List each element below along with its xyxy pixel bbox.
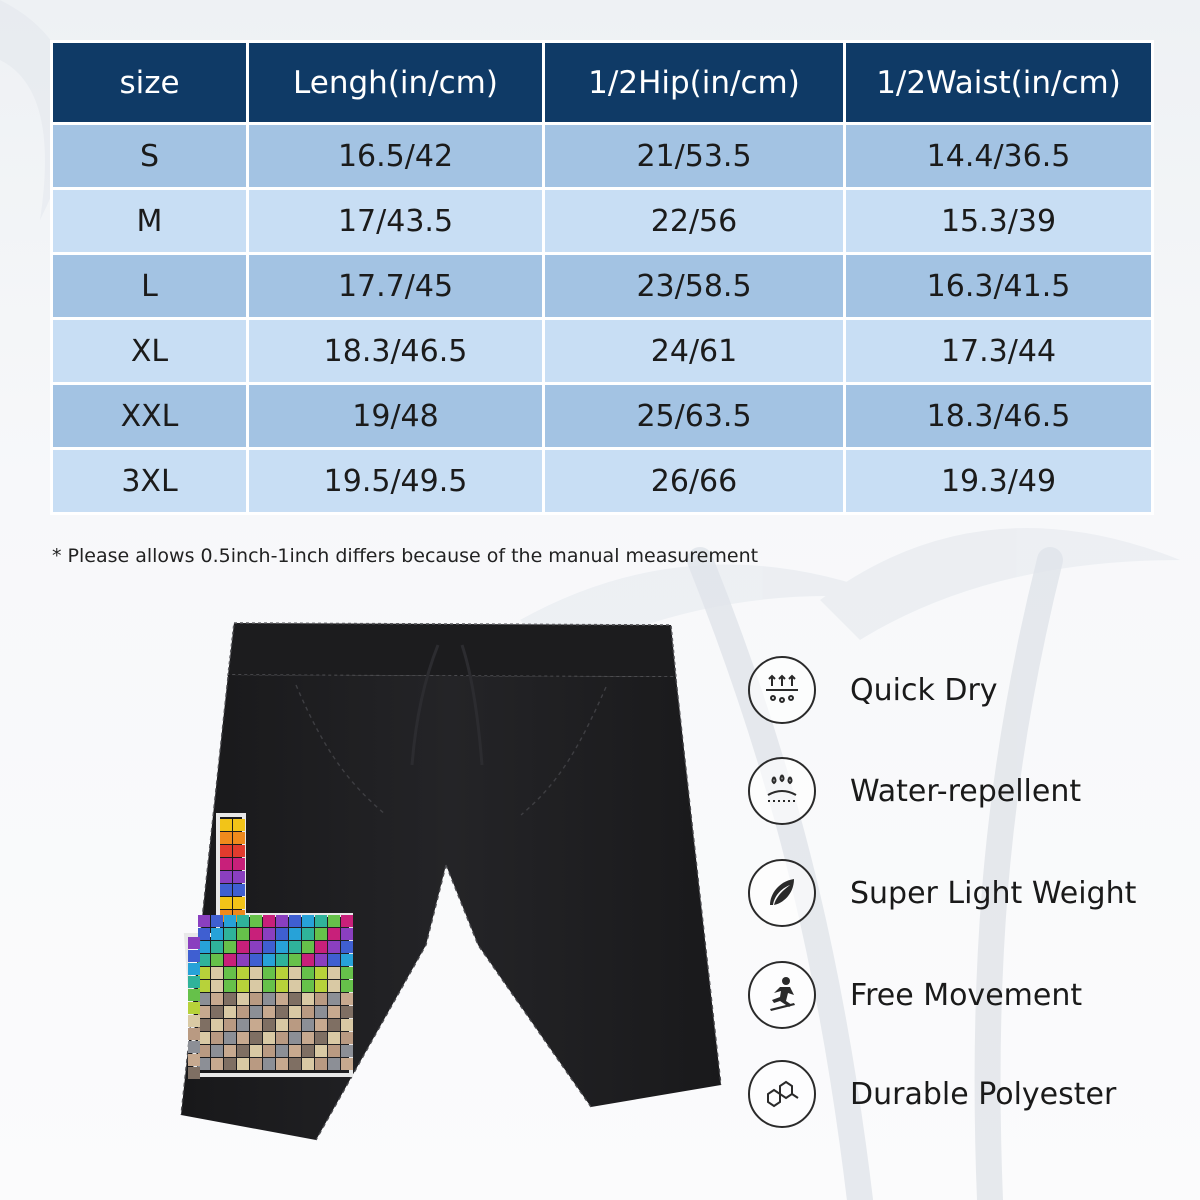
pixel-tile [263, 954, 275, 966]
pixel-tile [188, 989, 200, 1001]
pixel-tile [188, 1067, 200, 1079]
pixel-tile [250, 1032, 262, 1044]
pixel-tile [250, 941, 262, 953]
pixel-tile [224, 993, 236, 1005]
pixel-tile [220, 871, 232, 883]
pixel-tile [315, 980, 327, 992]
pixel-tile [302, 1006, 314, 1018]
pixel-tile [237, 1032, 249, 1044]
pixel-tile [302, 954, 314, 966]
pixel-tile [250, 915, 262, 927]
length-cell: 17.7/45 [248, 254, 544, 319]
header-size: size [52, 42, 248, 124]
pixel-tile [341, 1006, 353, 1018]
feather-icon [748, 859, 816, 927]
feature-light-weight [748, 853, 1168, 933]
pixel-tile [211, 1058, 223, 1070]
waist-cell: 17.3/44 [845, 319, 1153, 384]
hip-cell: 25/63.5 [544, 384, 845, 449]
feature-label: Quick Dry [850, 672, 998, 708]
table-row [52, 189, 1153, 254]
pixel-tile [220, 832, 232, 844]
size-chart-table [50, 40, 1154, 515]
pixel-tile [263, 1058, 275, 1070]
pixel-tile [276, 967, 288, 979]
pixel-tile [237, 1058, 249, 1070]
pixel-tile [188, 1002, 200, 1014]
pixel-tile [276, 1045, 288, 1057]
pixel-tile [315, 941, 327, 953]
table-row [52, 319, 1153, 384]
pixel-tile [224, 1032, 236, 1044]
pixel-tile [237, 928, 249, 940]
pixel-tile [211, 1032, 223, 1044]
pixel-tile [220, 819, 232, 831]
length-cell: 16.5/42 [248, 124, 544, 189]
pixel-tile [224, 1019, 236, 1031]
waist-cell: 19.3/49 [845, 449, 1153, 514]
hip-cell: 22/56 [544, 189, 845, 254]
pixel-tile [302, 928, 314, 940]
pixel-tile [220, 845, 232, 857]
hip-cell: 23/58.5 [544, 254, 845, 319]
pixel-tile [250, 967, 262, 979]
pixel-tile [289, 928, 301, 940]
pixel-tile [211, 980, 223, 992]
pixel-tile [328, 928, 340, 940]
feature-label: Water-repellent [850, 773, 1082, 809]
pixel-tile [276, 993, 288, 1005]
pixel-tile [188, 976, 200, 988]
length-cell: 19/48 [248, 384, 544, 449]
waist-cell: 18.3/46.5 [845, 384, 1153, 449]
pixel-tile [211, 928, 223, 940]
table-header-row [52, 42, 1153, 124]
pixel-tile [315, 1006, 327, 1018]
pixel-tile [250, 993, 262, 1005]
shorts-product-image [176, 615, 731, 1155]
pixel-tile [328, 1045, 340, 1057]
pixel-tile [276, 1019, 288, 1031]
molecule-icon [748, 1060, 816, 1128]
pixel-tile [289, 967, 301, 979]
pixel-tile [289, 1045, 301, 1057]
pixel-tile [263, 941, 275, 953]
pixel-tile [198, 915, 210, 927]
pixel-tile [289, 915, 301, 927]
pixel-tile [289, 941, 301, 953]
pixel-tile [289, 980, 301, 992]
hip-cell: 26/66 [544, 449, 845, 514]
pixel-tile [302, 980, 314, 992]
table-row [52, 124, 1153, 189]
pixel-tile [315, 1032, 327, 1044]
pixel-tile [328, 954, 340, 966]
pixel-tile [315, 1019, 327, 1031]
pixel-tile [328, 1032, 340, 1044]
pixel-tile [233, 832, 245, 844]
size-cell: XL [52, 319, 248, 384]
pixel-tile [237, 980, 249, 992]
pixel-tile [224, 928, 236, 940]
pixel-tile [250, 1058, 262, 1070]
pixel-tile [328, 1006, 340, 1018]
feature-free-movement [748, 955, 1168, 1035]
pixel-tile [211, 941, 223, 953]
pixel-tile [237, 993, 249, 1005]
pixel-tile [224, 1045, 236, 1057]
pixel-tile [276, 1006, 288, 1018]
pixel-tile [341, 993, 353, 1005]
pixel-tile [188, 1054, 200, 1066]
pixel-tile [276, 980, 288, 992]
pixel-tile [276, 928, 288, 940]
pixel-tile [328, 1019, 340, 1031]
pixel-tile [289, 1006, 301, 1018]
waist-cell: 16.3/41.5 [845, 254, 1153, 319]
skateboarder-icon [748, 961, 816, 1029]
size-cell: S [52, 124, 248, 189]
pixel-tile [302, 1032, 314, 1044]
pixel-tile [233, 897, 245, 909]
pixel-tile [289, 954, 301, 966]
size-cell: XXL [52, 384, 248, 449]
pixel-tile [302, 915, 314, 927]
pixel-tile [211, 993, 223, 1005]
pixel-tile [250, 1019, 262, 1031]
pixel-tile [328, 915, 340, 927]
pixel-tile [315, 1045, 327, 1057]
pixel-tile [224, 915, 236, 927]
pixel-tile [233, 819, 245, 831]
pixel-tile [250, 1045, 262, 1057]
size-cell: L [52, 254, 248, 319]
pixel-tile [328, 941, 340, 953]
pixel-tile [328, 993, 340, 1005]
pixel-tile [341, 928, 353, 940]
pixel-tile [263, 915, 275, 927]
pixel-tile [341, 1019, 353, 1031]
pixel-tile [188, 937, 200, 949]
pixel-tile [188, 950, 200, 962]
pixel-tile [188, 1041, 200, 1053]
feature-durable-polyester [748, 1054, 1168, 1134]
pixel-tile [289, 1019, 301, 1031]
pixel-tile [211, 1045, 223, 1057]
pixel-tile [302, 1019, 314, 1031]
pixel-tile [289, 1058, 301, 1070]
pixel-tile [237, 1006, 249, 1018]
pixel-tile [237, 941, 249, 953]
waist-cell: 14.4/36.5 [845, 124, 1153, 189]
pixel-tile [315, 1058, 327, 1070]
pixel-tile [250, 1006, 262, 1018]
pixel-tile [276, 954, 288, 966]
water-repellent-icon [748, 757, 816, 825]
pixel-tile [276, 1058, 288, 1070]
pixel-tile [250, 954, 262, 966]
length-cell: 18.3/46.5 [248, 319, 544, 384]
pixel-tile [341, 941, 353, 953]
pixel-tile [341, 954, 353, 966]
pixel-tile [315, 915, 327, 927]
pixel-tile [211, 1006, 223, 1018]
feature-label: Durable Polyester [850, 1076, 1117, 1112]
hip-cell: 21/53.5 [544, 124, 845, 189]
pixel-tile [263, 1019, 275, 1031]
feature-water-repellent [748, 751, 1168, 831]
pixel-tile [276, 941, 288, 953]
pixel-tile [224, 1006, 236, 1018]
pixel-tile [237, 1019, 249, 1031]
pixel-tile [188, 963, 200, 975]
pixel-tile [289, 1032, 301, 1044]
pixel-tile [188, 1015, 200, 1027]
pixel-tile [233, 871, 245, 883]
pixel-tile [233, 884, 245, 896]
size-cell: 3XL [52, 449, 248, 514]
length-cell: 17/43.5 [248, 189, 544, 254]
pixel-tile [276, 915, 288, 927]
feature-label: Free Movement [850, 977, 1083, 1013]
pixel-tile [315, 928, 327, 940]
pixel-tile [237, 967, 249, 979]
pixel-tile [224, 941, 236, 953]
pixel-tile [263, 980, 275, 992]
pixel-tile [328, 1058, 340, 1070]
pixel-tile [211, 1019, 223, 1031]
pixel-tile [341, 915, 353, 927]
pixel-tile [211, 915, 223, 927]
pixel-tile [289, 993, 301, 1005]
pixel-tile [224, 954, 236, 966]
pixel-tile [263, 1006, 275, 1018]
pixel-tile [341, 1045, 353, 1057]
header-length: Lengh(in/cm) [248, 42, 544, 124]
pixel-tile [315, 967, 327, 979]
pixel-tile [263, 928, 275, 940]
size-cell: M [52, 189, 248, 254]
pixel-tile [224, 1058, 236, 1070]
pixel-tile [302, 993, 314, 1005]
pixel-tile [302, 967, 314, 979]
pixel-tile [224, 967, 236, 979]
pixel-tile [341, 967, 353, 979]
pixel-tile [250, 980, 262, 992]
pixel-tile [224, 980, 236, 992]
length-cell: 19.5/49.5 [248, 449, 544, 514]
pixel-tile [302, 941, 314, 953]
pixel-tile [341, 1058, 353, 1070]
pixel-tile [302, 1045, 314, 1057]
feature-quick-dry [748, 650, 1168, 730]
pixel-tile [263, 967, 275, 979]
pixel-tile [263, 1032, 275, 1044]
pixel-tile [233, 858, 245, 870]
header-half-waist: 1/2Waist(in/cm) [845, 42, 1153, 124]
pixel-tile [188, 1028, 200, 1040]
pixel-tile [211, 954, 223, 966]
feature-label: Super Light Weight [850, 875, 1137, 911]
pixel-tile [328, 967, 340, 979]
table-row [52, 449, 1153, 514]
pixel-tile [276, 1032, 288, 1044]
pixel-tile [211, 967, 223, 979]
header-half-hip: 1/2Hip(in/cm) [544, 42, 845, 124]
hip-cell: 24/61 [544, 319, 845, 384]
pixel-tile [341, 1032, 353, 1044]
pixel-tile [302, 1058, 314, 1070]
pixel-tile [315, 993, 327, 1005]
pixel-tile [315, 954, 327, 966]
pixel-tile [237, 1045, 249, 1057]
pixel-tile [341, 980, 353, 992]
measurement-note: * Please allows 0.5inch-1inch differs because of the manual measurement [52, 545, 759, 567]
quick-dry-icon [748, 656, 816, 724]
pixel-tile [220, 884, 232, 896]
pixel-tile [328, 980, 340, 992]
waist-cell: 15.3/39 [845, 189, 1153, 254]
pixel-tile [263, 1045, 275, 1057]
pixel-tile [220, 858, 232, 870]
pixel-tile [237, 954, 249, 966]
pixel-tile [263, 993, 275, 1005]
pixel-tile [233, 845, 245, 857]
table-row [52, 254, 1153, 319]
pixel-tile [220, 897, 232, 909]
table-row [52, 384, 1153, 449]
pixel-tile [237, 915, 249, 927]
pixel-tile [250, 928, 262, 940]
